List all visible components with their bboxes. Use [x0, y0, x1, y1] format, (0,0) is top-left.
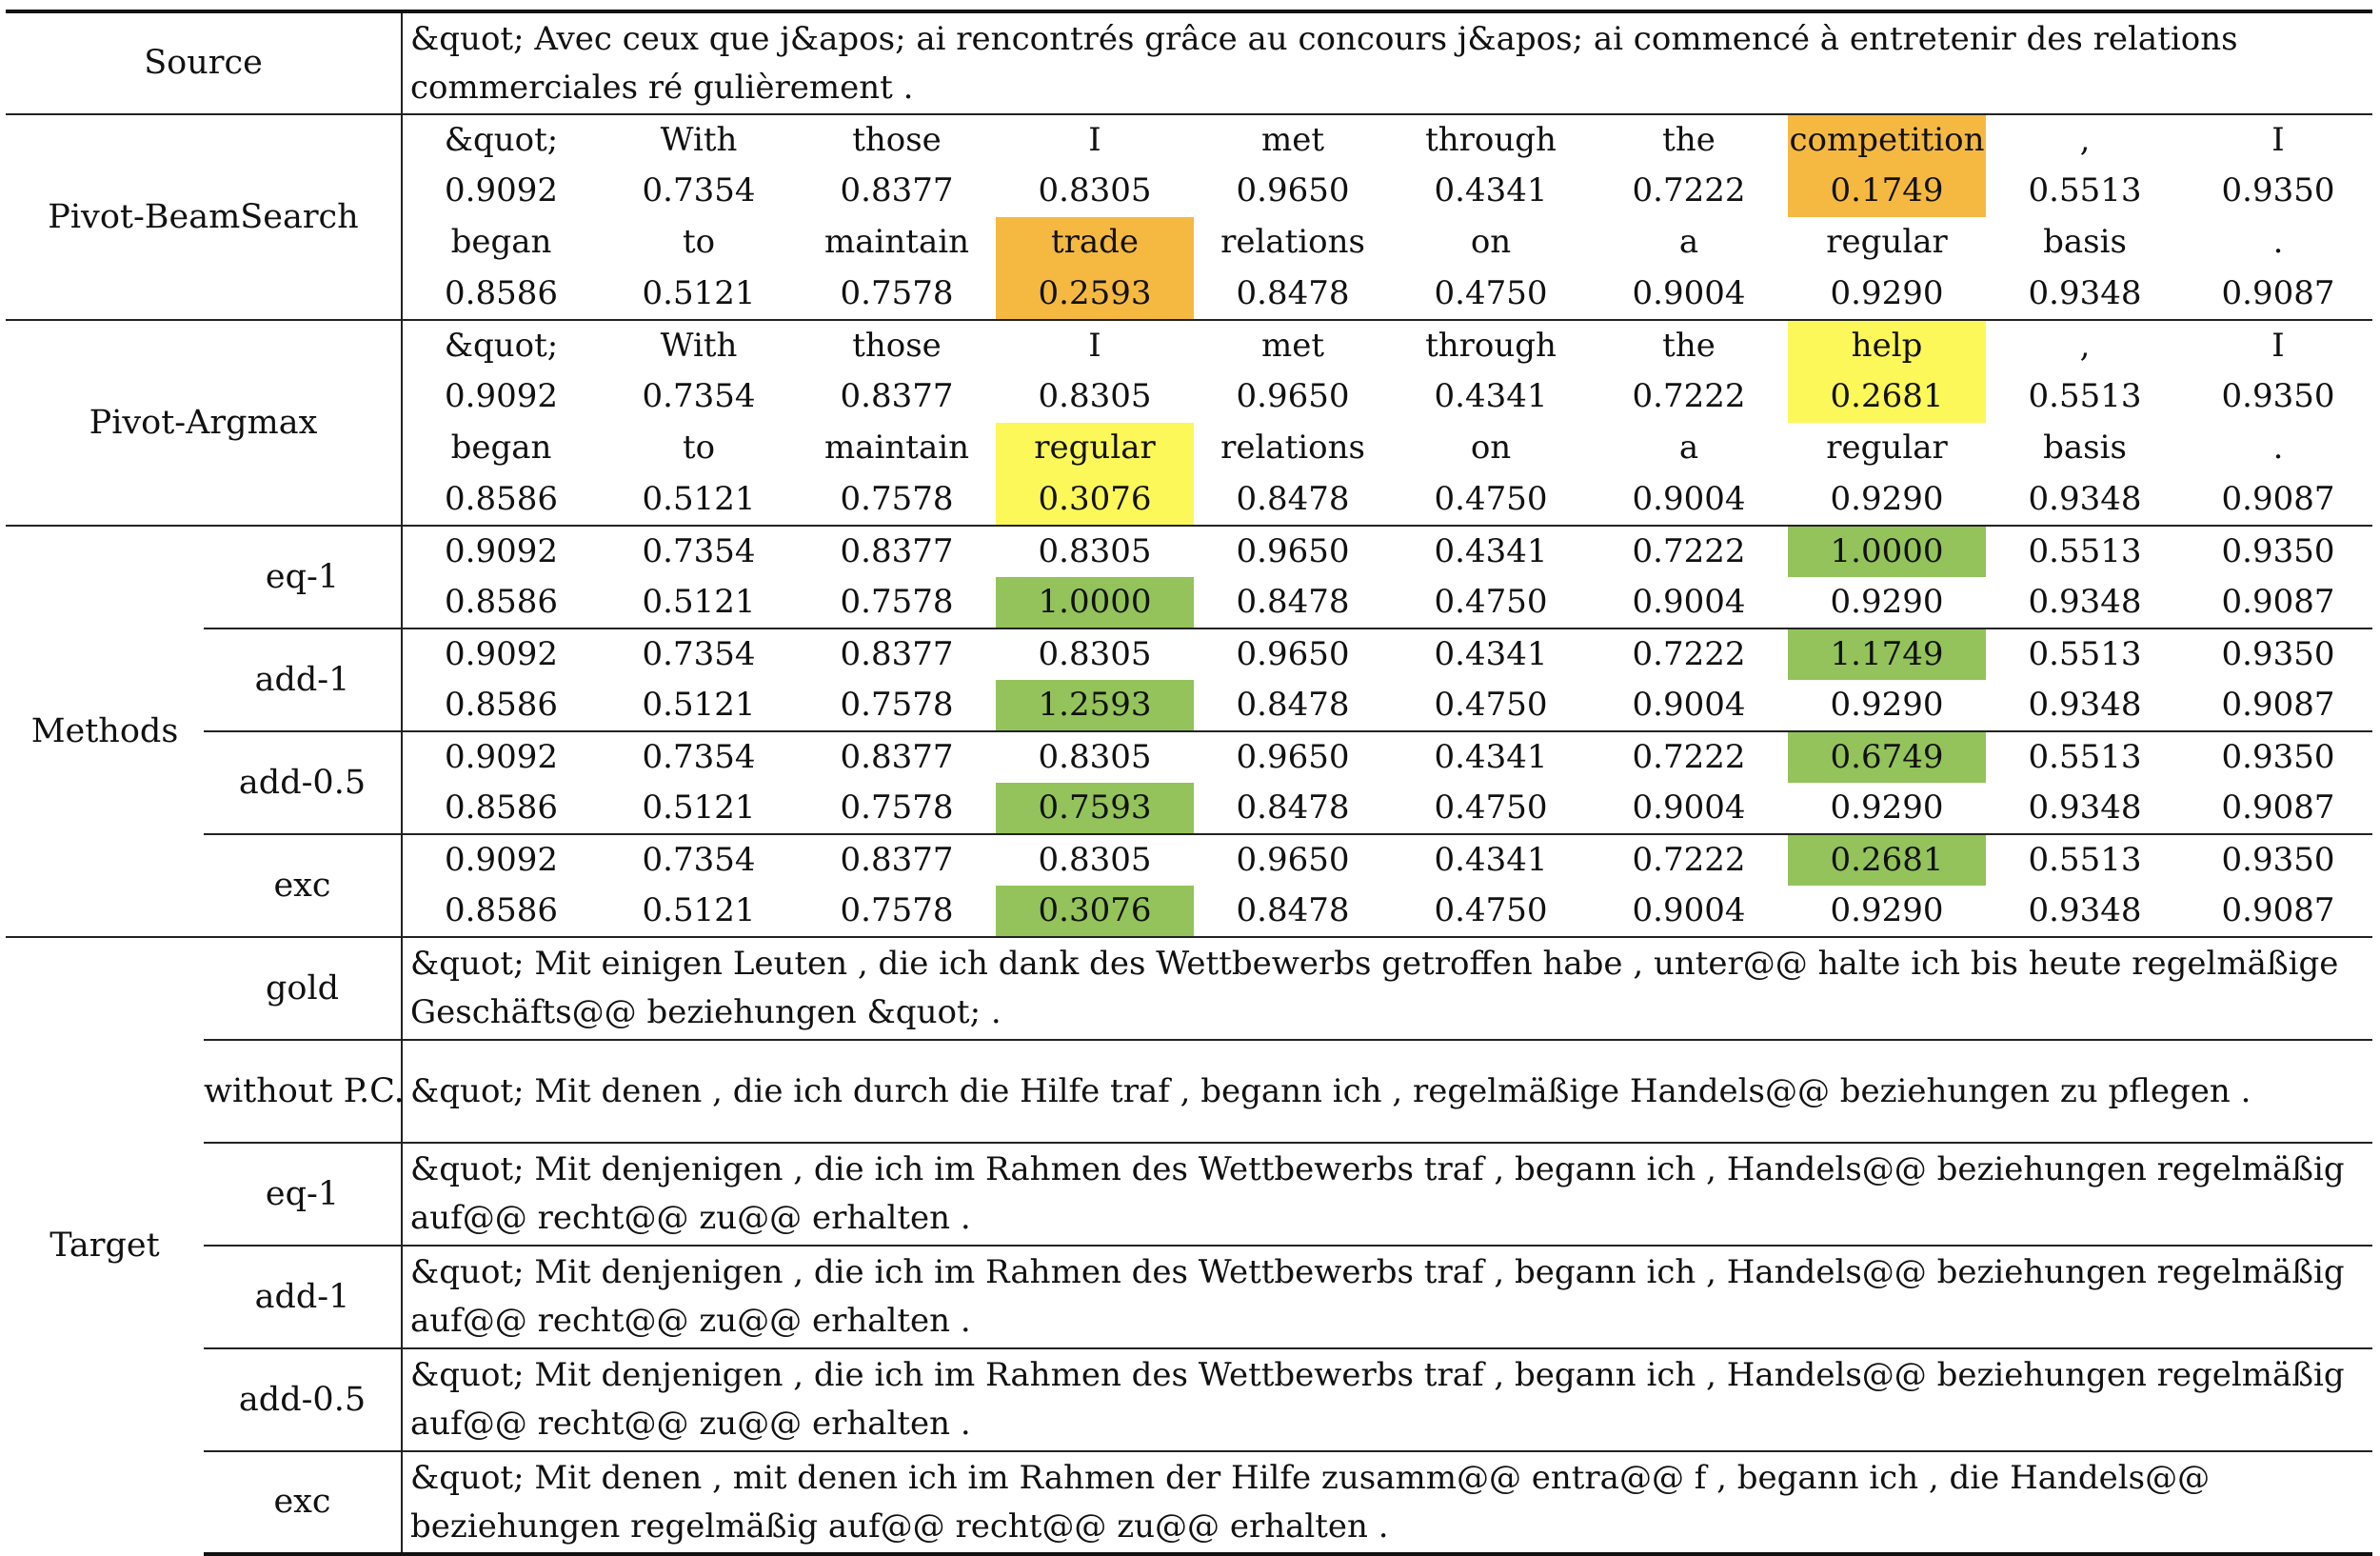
beam-score: 0.7222	[1632, 171, 1746, 210]
method-score: 0.4341	[1392, 731, 1590, 783]
beam-tokens-row-1	[6, 114, 2372, 166]
method-score: 0.9350	[2184, 834, 2372, 886]
method-score: 0.9350	[2184, 628, 2372, 680]
target-text: &quot; Mit einigen Leuten , die ich dank des Wettbewerbs getroffen habe , unter@@ halte ich bis heute regelmäßige Geschäfts@@ beziehungen &quot; .	[402, 937, 2372, 1040]
method-score-highlighted: 1.0000	[1788, 526, 1986, 577]
argmax-score: 0.9087	[2221, 479, 2335, 518]
method-score: 0.8377	[798, 731, 996, 783]
method-eq1-row-1	[6, 526, 2372, 577]
beam-score: 0.7578	[840, 273, 954, 312]
method-add1-row-1	[6, 628, 2372, 680]
method-add05-row-1	[6, 731, 2372, 783]
argmax-score: 0.7578	[840, 479, 954, 518]
method-score: 0.5513	[1986, 834, 2184, 886]
argmax-score: 0.8305	[1038, 377, 1152, 416]
methods-label: Methods	[6, 526, 204, 937]
method-score-highlighted: 1.1749	[1788, 628, 1986, 680]
method-score: 0.4750	[1434, 890, 1548, 929]
method-score: 0.7222	[1590, 526, 1788, 577]
method-score: 0.4750	[1434, 582, 1548, 621]
beam-token-highlighted: trade	[996, 217, 1194, 269]
beam-token: on	[1470, 223, 1512, 262]
beam-score: 0.4750	[1434, 273, 1548, 312]
beam-score: 0.5513	[2028, 171, 2142, 210]
beam-token: I	[996, 114, 1194, 166]
argmax-token: began	[402, 423, 600, 474]
beam-score: 0.5121	[642, 273, 756, 312]
argmax-token: .	[2272, 429, 2284, 468]
method-score: 0.9290	[1830, 890, 1944, 929]
method-score: 0.4750	[1434, 788, 1548, 827]
pivot-beamsearch-label: Pivot-BeamSearch	[6, 114, 402, 320]
method-name: add-1	[204, 628, 402, 731]
method-score: 0.7578	[840, 582, 954, 621]
method-score: 0.9087	[2221, 685, 2335, 724]
method-score: 0.9290	[1830, 788, 1944, 827]
method-score: 0.9290	[1830, 685, 1944, 724]
method-score: 0.9092	[402, 526, 600, 577]
method-score: 0.9092	[402, 834, 600, 886]
argmax-token: maintain	[824, 429, 970, 468]
beam-token-highlighted: competition	[1788, 114, 1986, 166]
method-score-highlighted: 1.2593	[996, 680, 1194, 731]
method-score: 0.9348	[2028, 788, 2142, 827]
method-score: 0.9650	[1194, 731, 1392, 783]
method-exc-row-1	[6, 834, 2372, 886]
method-score: 0.9650	[1194, 526, 1392, 577]
method-score: 0.9087	[2221, 890, 2335, 929]
method-score: 0.8377	[798, 526, 996, 577]
method-score: 0.8478	[1236, 788, 1350, 827]
beam-token: those	[798, 114, 996, 166]
beam-token: With	[600, 114, 798, 166]
beam-token: a	[1678, 223, 1699, 262]
argmax-token: on	[1470, 429, 1512, 468]
method-score: 0.4341	[1392, 834, 1590, 886]
beam-score: 0.7354	[642, 171, 756, 210]
target-row-add1	[6, 1246, 2372, 1348]
method-score: 0.8377	[798, 834, 996, 886]
argmax-token: I	[996, 320, 1194, 371]
method-score: 0.7354	[600, 628, 798, 680]
argmax-score: 0.9092	[402, 371, 600, 423]
method-name: eq-1	[204, 526, 402, 628]
target-name: gold	[204, 937, 402, 1040]
argmax-score: 0.7354	[642, 377, 756, 416]
argmax-score: 0.4341	[1434, 377, 1548, 416]
argmax-score: 0.5121	[642, 479, 756, 518]
method-score: 0.5121	[642, 890, 756, 929]
method-score: 0.7354	[600, 731, 798, 783]
method-name: exc	[204, 834, 402, 937]
target-row-eq1	[6, 1143, 2372, 1246]
method-score: 0.5513	[1986, 526, 2184, 577]
method-score: 0.5121	[642, 788, 756, 827]
beam-score: 0.9290	[1830, 273, 1944, 312]
beam-token: .	[2272, 223, 2284, 262]
beam-token: I	[2184, 114, 2372, 166]
argmax-token: the	[1590, 320, 1788, 371]
argmax-score: 0.4750	[1434, 479, 1548, 518]
method-score: 0.8305	[996, 731, 1194, 783]
beam-token: to	[682, 223, 716, 262]
method-score: 0.7222	[1590, 731, 1788, 783]
method-score: 0.4750	[1434, 685, 1548, 724]
beam-score: 0.9092	[402, 166, 600, 217]
method-score: 0.9350	[2184, 731, 2372, 783]
argmax-token: relations	[1220, 429, 1365, 468]
method-score: 0.7578	[840, 890, 954, 929]
beam-token: regular	[1826, 223, 1948, 262]
beam-score-highlighted: 0.2593	[996, 269, 1194, 320]
beam-token: began	[402, 217, 600, 269]
target-name: add-0.5	[204, 1348, 402, 1451]
method-score: 0.9092	[402, 731, 600, 783]
method-score: 0.8377	[798, 628, 996, 680]
argmax-score: 0.9004	[1632, 479, 1746, 518]
argmax-score: 0.9350	[2221, 377, 2335, 416]
method-score: 0.8305	[996, 834, 1194, 886]
target-name: exc	[204, 1451, 402, 1554]
method-score: 0.7578	[840, 788, 954, 827]
beam-score: 0.9650	[1236, 171, 1350, 210]
method-score: 0.9348	[2028, 890, 2142, 929]
source-label: Source	[6, 11, 402, 114]
argmax-tokens-row-1	[6, 320, 2372, 371]
target-text: &quot; Mit denjenigen , die ich im Rahmen des Wettbewerbs traf , begann ich , Handels@@ beziehungen regelmäßig auf@@ recht@@ zu@@ erhalten .	[402, 1143, 2372, 1246]
method-score: 0.9290	[1830, 582, 1944, 621]
argmax-token: ,	[1986, 320, 2184, 371]
beam-score: 0.8377	[840, 171, 954, 210]
method-score-highlighted: 0.2681	[1788, 834, 1986, 886]
method-score: 0.4341	[1392, 526, 1590, 577]
target-text: &quot; Mit denen , die ich durch die Hilfe traf , begann ich , regelmäßige Handels@@ beziehungen zu pflegen .	[402, 1040, 2372, 1143]
beam-token: basis	[2043, 223, 2127, 262]
method-score-highlighted: 1.0000	[996, 577, 1194, 628]
argmax-score: 0.5513	[2028, 377, 2142, 416]
beam-token: ,	[1986, 114, 2184, 166]
beam-score: 0.8586	[402, 269, 600, 320]
argmax-token: through	[1392, 320, 1590, 371]
method-score: 0.8586	[402, 783, 600, 834]
argmax-token: those	[798, 320, 996, 371]
method-score: 0.9092	[402, 628, 600, 680]
method-score-highlighted: 0.3076	[996, 886, 1194, 937]
method-name: add-0.5	[204, 731, 402, 834]
method-score: 0.9650	[1194, 628, 1392, 680]
beam-token: met	[1194, 114, 1392, 166]
argmax-token-highlighted: regular	[996, 423, 1194, 474]
beam-score: 0.9350	[2221, 171, 2335, 210]
method-score: 0.8305	[996, 526, 1194, 577]
argmax-score: 0.7222	[1632, 377, 1746, 416]
argmax-token: &quot;	[402, 320, 600, 371]
method-score-highlighted: 0.6749	[1788, 731, 1986, 783]
comparison-table	[6, 10, 2372, 1556]
beam-score: 0.4341	[1434, 171, 1548, 210]
method-score: 0.7222	[1590, 834, 1788, 886]
beam-token: through	[1392, 114, 1590, 166]
method-score: 0.4341	[1392, 628, 1590, 680]
argmax-score-highlighted: 0.3076	[996, 474, 1194, 526]
target-name: without P.C.	[204, 1040, 402, 1143]
source-text: &quot; Avec ceux que j&apos; ai rencontrés grâce au concours j&apos; ai commencé à entretenir des relations commerciales ré gulièrement .	[402, 11, 2372, 114]
argmax-token: to	[682, 429, 716, 468]
beam-score: 0.8305	[1038, 171, 1152, 210]
method-score: 0.9087	[2221, 582, 2335, 621]
target-label: Target	[6, 937, 204, 1554]
source-row	[6, 11, 2372, 114]
method-score: 0.9004	[1632, 890, 1746, 929]
method-score: 0.9348	[2028, 685, 2142, 724]
argmax-token-highlighted: help	[1788, 320, 1986, 371]
method-score: 0.8586	[402, 680, 600, 731]
beam-score: 0.9348	[2028, 273, 2142, 312]
beam-score: 0.9004	[1632, 273, 1746, 312]
target-row-add05	[6, 1348, 2372, 1451]
beam-token: maintain	[824, 223, 970, 262]
argmax-token: met	[1194, 320, 1392, 371]
method-score: 0.5121	[642, 582, 756, 621]
argmax-score: 0.9290	[1830, 479, 1944, 518]
method-score: 0.7578	[840, 685, 954, 724]
argmax-token: With	[600, 320, 798, 371]
target-row-without-pc	[6, 1040, 2372, 1143]
method-score-highlighted: 0.7593	[996, 783, 1194, 834]
beam-token: the	[1590, 114, 1788, 166]
argmax-token: basis	[2043, 429, 2127, 468]
target-name: add-1	[204, 1246, 402, 1348]
argmax-score: 0.8478	[1236, 479, 1350, 518]
method-score: 0.8478	[1236, 685, 1350, 724]
beam-score: 0.9087	[2221, 273, 2335, 312]
method-score: 0.8478	[1236, 890, 1350, 929]
method-score: 0.9004	[1632, 685, 1746, 724]
method-score: 0.9004	[1632, 788, 1746, 827]
method-score: 0.7222	[1590, 628, 1788, 680]
method-score: 0.9650	[1194, 834, 1392, 886]
argmax-token: a	[1678, 429, 1699, 468]
target-text: &quot; Mit denjenigen , die ich im Rahmen des Wettbewerbs traf , begann ich , Handels@@ beziehungen regelmäßig auf@@ recht@@ zu@@ erhalten .	[402, 1348, 2372, 1451]
target-row-exc	[6, 1451, 2372, 1554]
method-score: 0.8478	[1236, 582, 1350, 621]
target-text: &quot; Mit denen , mit denen ich im Rahmen der Hilfe zusamm@@ entra@@ f , begann ich , die Handels@@ beziehungen regelmäßig auf@@ recht@@ zu@@ erhalten .	[402, 1451, 2372, 1554]
target-text: &quot; Mit denjenigen , die ich im Rahmen des Wettbewerbs traf , begann ich , Handels@@ beziehungen regelmäßig auf@@ recht@@ zu@@ erhalten .	[402, 1246, 2372, 1348]
beam-token: relations	[1220, 223, 1365, 262]
method-score: 0.7354	[600, 526, 798, 577]
beam-score-highlighted: 0.1749	[1788, 166, 1986, 217]
argmax-score: 0.8377	[840, 377, 954, 416]
target-row-gold	[6, 937, 2372, 1040]
argmax-score-highlighted: 0.2681	[1788, 371, 1986, 423]
beam-score: 0.8478	[1236, 273, 1350, 312]
argmax-token: I	[2184, 320, 2372, 371]
method-score: 0.8586	[402, 886, 600, 937]
argmax-score: 0.8586	[402, 474, 600, 526]
beam-token: &quot;	[402, 114, 600, 166]
method-score: 0.5121	[642, 685, 756, 724]
method-score: 0.9348	[2028, 582, 2142, 621]
pivot-argmax-label: Pivot-Argmax	[6, 320, 402, 526]
method-score: 0.5513	[1986, 731, 2184, 783]
argmax-score: 0.9650	[1236, 377, 1350, 416]
method-score: 0.9087	[2221, 788, 2335, 827]
target-name: eq-1	[204, 1143, 402, 1246]
method-score: 0.8305	[996, 628, 1194, 680]
method-score: 0.5513	[1986, 628, 2184, 680]
method-score: 0.7354	[600, 834, 798, 886]
method-score: 0.8586	[402, 577, 600, 628]
method-score: 0.9350	[2184, 526, 2372, 577]
argmax-token: regular	[1826, 429, 1948, 468]
argmax-score: 0.9348	[2028, 479, 2142, 518]
method-score: 0.9004	[1632, 582, 1746, 621]
